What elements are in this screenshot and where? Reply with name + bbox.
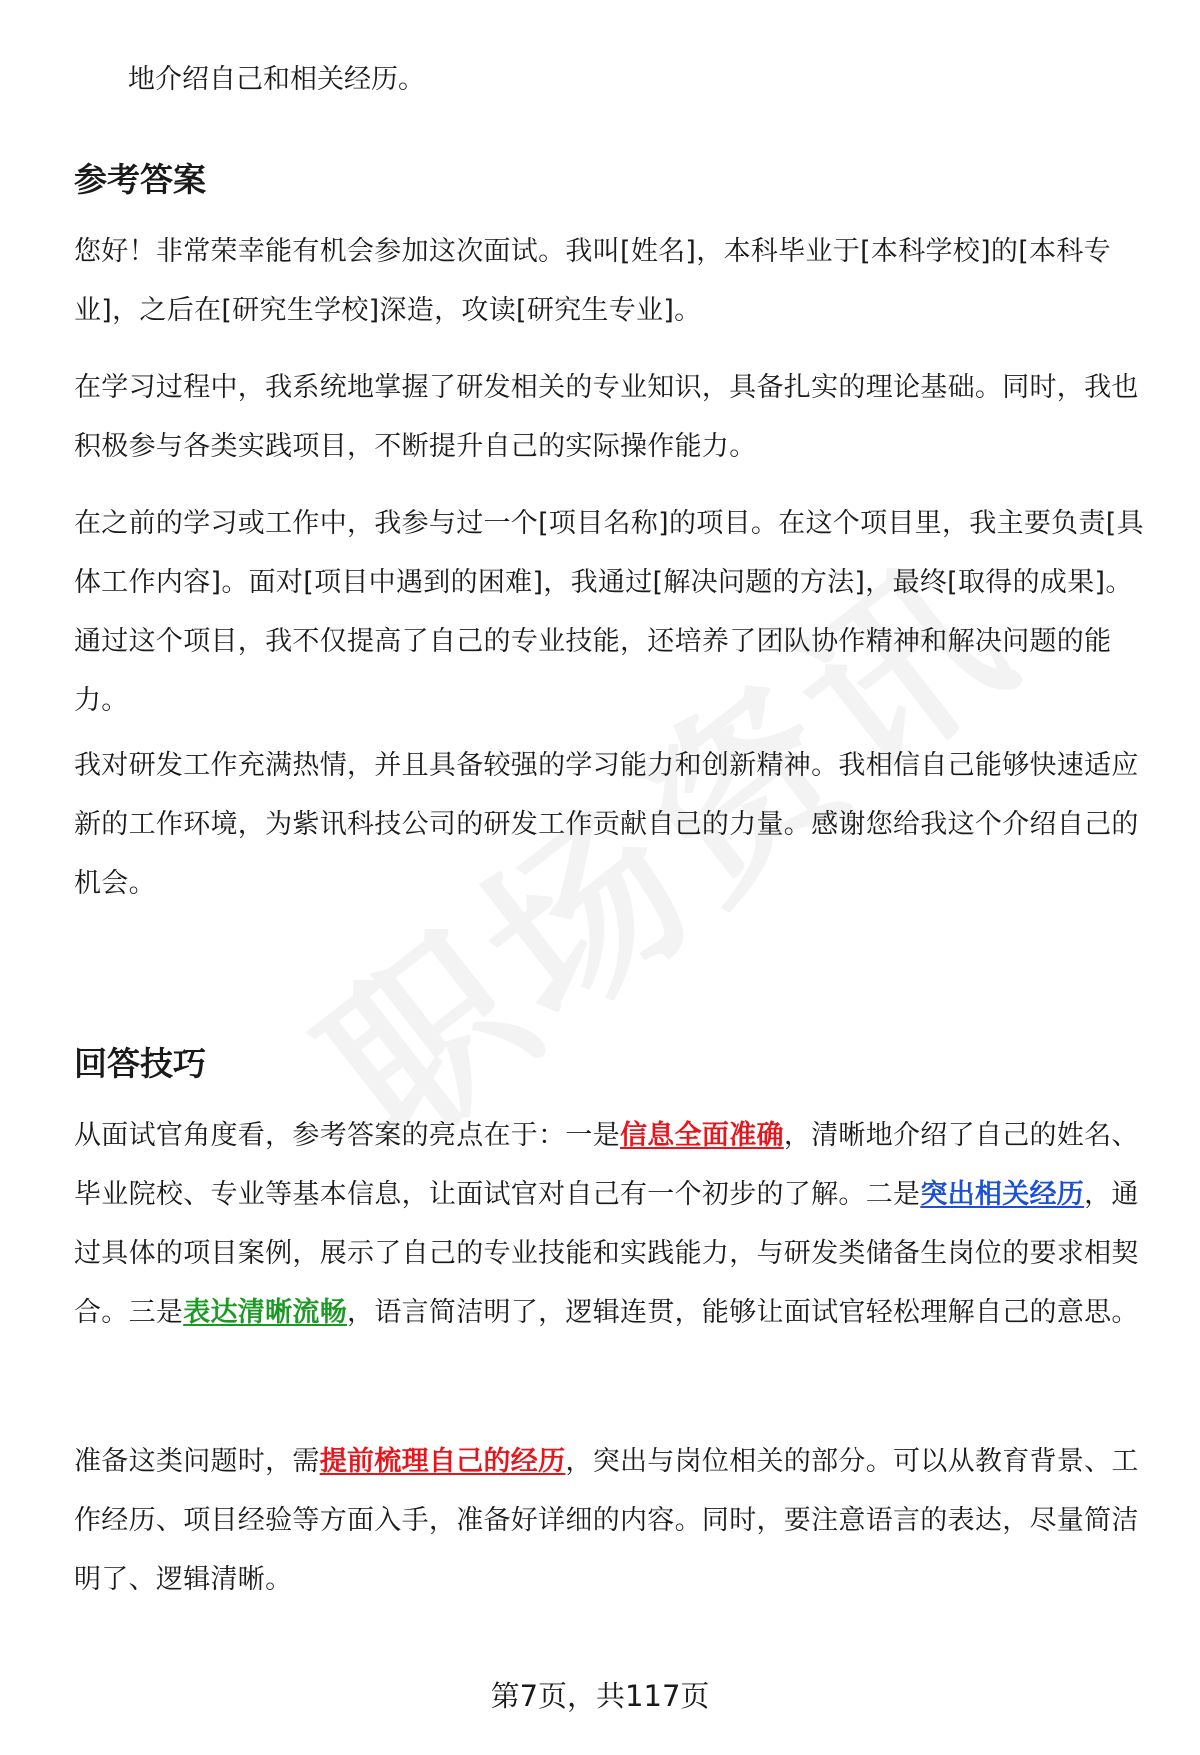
tips-text: 准备这类问题时，需 [74,1446,320,1477]
answer-paragraph-3: 在之前的学习或工作中，我参与过一个[项目名称]的项目。在这个项目里，我主要负责[具体工作内容]。面对[项目中遇到的困难]，我通过[解决问题的方法]，最终[取得的成果]。通过这个项目，我不仅提高了自己的专业技能，还培养了团队协作精神和解决问题的能力。 [74,508,1144,716]
highlight-sort-experience: 提前梳理自己的经历 [319,1446,566,1477]
tips-text: 从面试官角度看，参考答案的亮点在于：一是 [74,1120,620,1151]
page-number: 第7页，共117页 [490,1679,710,1713]
tips-paragraph-2 [74,1432,1159,1609]
section-title-reference-answer: 参考答案 [74,160,206,199]
highlight-clear-expression: 表达清晰流畅 [183,1297,348,1328]
highlight-relevant-experience: 突出相关经历 [920,1179,1085,1210]
tips-text: ，通过具体的项目案例，展示了自己的专业技能和实践能力，与研发类储备生岗位的要求相契合。三是 [74,1179,1139,1328]
section-title-answer-tips: 回答技巧 [74,1044,206,1083]
answer-paragraph-1: 您好！非常荣幸能有机会参加这次面试。我叫[姓名]，本科毕业于[本科学校]的[本科专业]，之后在[研究生学校]深造，攻读[研究生专业]。 [74,236,1111,326]
tips-text: ，突出与岗位相关的部分。可以从教育背景、工作经历、项目经验等方面入手，准备好详细的内容。同时，要注意语言的表达，尽量简洁明了、逻辑清晰。 [74,1446,1139,1595]
tips-text: ，清晰地介绍了自己的姓名、毕业院校、专业等基本信息，让面试官对自己有一个初步的了解。二是 [74,1120,1139,1210]
tips-text: ，语言简洁明了，逻辑连贯，能够让面试官轻松理解自己的意思。 [347,1297,1139,1328]
lead-text: 地介绍自己和相关经历。 [128,64,425,95]
highlight-accurate-info: 信息全面准确 [620,1120,784,1151]
answer-paragraph-2: 在学习过程中，我系统地掌握了研发相关的专业知识，具备扎实的理论基础。同时，我也积极参与各类实践项目，不断提升自己的实际操作能力。 [74,372,1139,462]
answer-paragraph-4: 我对研发工作充满热情，并且具备较强的学习能力和创新精神。我相信自己能够快速适应新的工作环境，为紫讯科技公司的研发工作贡献自己的力量。感谢您给我这个介绍自己的机会。 [74,750,1139,899]
tips-paragraph-1 [74,1106,1159,1342]
